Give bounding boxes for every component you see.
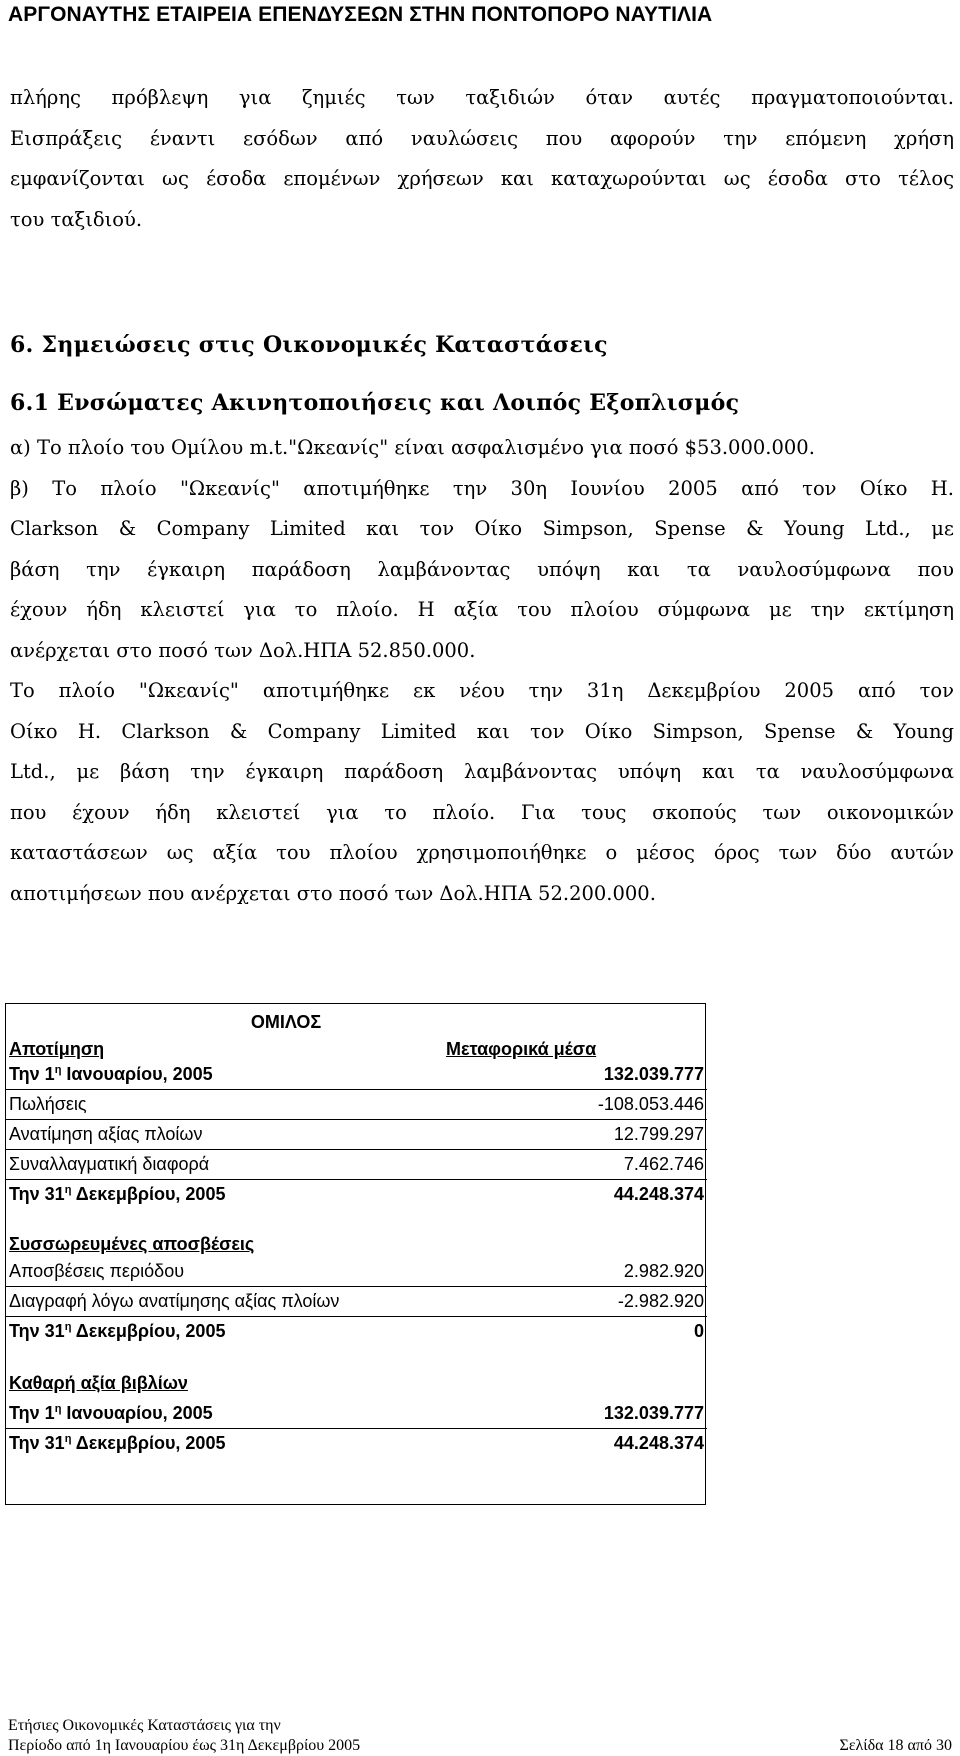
subsection-heading: 6.1 Ενσώματες Ακινητοποιήσεις και Λοιπός Εξοπλισμός <box>10 390 740 416</box>
table-row <box>6 1286 707 1317</box>
body-line: που έχουν ήδη κλειστεί για το πλοίο. Για τους σκοπούς των οικονομικών <box>10 800 954 824</box>
row-value: 44.248.374 <box>613 1184 704 1204</box>
table-row <box>6 1059 707 1090</box>
intro-line: πλήρης πρόβλεψη για ζημιές των ταξιδιών όταν αυτές πραγματοποιούνται. <box>10 86 954 109</box>
row-label: Την $31^\eta$ Δεκεμβρίου, 2005 <box>9 1184 226 1204</box>
body-paragraph <box>10 428 954 914</box>
body-line: βάση την έγκαιρη παράδοση λαμβάνοντας υπόψη και τα ναυλοσύμφωνα που <box>10 557 954 581</box>
row-label: Αποσβέσεις περιόδου <box>9 1261 185 1281</box>
table-row <box>6 1089 707 1120</box>
body-line: α) Το πλοίο του Ομίλου m.t."Ωκεανίς" είναι ασφαλισμένο για ποσό $53.000.000. <box>10 436 815 459</box>
row-label: Την $1^\eta$ Ιανουαρίου, 2005 <box>9 1403 213 1423</box>
intro-line: Εισπράξεις έναντι εσόδων από ναυλώσεις που αφορούν την επόμενη χρήση <box>10 126 954 150</box>
fixed-assets-table <box>5 1003 706 1505</box>
table-section-header <box>6 1229 707 1259</box>
row-label: Την $31^\eta$ Δεκεμβρίου, 2005 <box>9 1433 226 1453</box>
page-footer <box>8 1716 952 1756</box>
section-heading: 6. Σημειώσεις στις Οικονομικές Καταστάσεις <box>10 332 608 358</box>
row-value: 132.039.777 <box>603 1403 704 1423</box>
body-line: Ltd., με βάση την έγκαιρη παράδοση λαμβάνοντας υπόψη και τα ναυλοσύμφωνα <box>10 760 954 783</box>
row-value: 12.799.297 <box>613 1124 704 1144</box>
table-row <box>6 1398 707 1429</box>
body-line: Οίκο H. Clarkson & Company Limited και τον Οίκο Simpson, Spense & Young <box>10 719 954 743</box>
row-value: -2.982.920 <box>617 1291 704 1311</box>
row-label: Την $1^\eta$ Ιανουαρίου, 2005 <box>9 1064 213 1084</box>
table-group-title: ΟΜΙΛΟΣ <box>250 1012 322 1032</box>
table-row <box>6 1316 707 1346</box>
footer-period: Περίοδο από 1η Ιανουαρίου έως 31η Δεκεμβρίου 2005 <box>8 1737 361 1754</box>
row-label: Ανατίμηση αξίας πλοίων <box>9 1124 203 1144</box>
footer-title: Ετήσιες Οικονομικές Καταστάσεις για την <box>8 1717 281 1734</box>
body-line: β) Το πλοίο "Ωκεανίς" αποτιμήθηκε την 30η Ιουνίου 2005 από τον Οίκο H. <box>10 476 954 500</box>
row-value: 132.039.777 <box>603 1064 704 1084</box>
body-line: καταστάσεων ως αξία του πλοίου χρησιμοποιήθηκε ο μέσος όρος των δύο αυτών <box>10 841 954 864</box>
row-label: Διαγραφή λόγω ανατίμησης αξίας πλοίων <box>9 1291 340 1311</box>
row-value: -108.053.446 <box>597 1094 704 1114</box>
document-header: ΑΡΓΟΝΑΥΤΗΣ ΕΤΑΙΡΕΙΑ ΕΠΕΝΔΥΣΕΩΝ ΣΤΗΝ ΠΟΝΤΟΠΟΡΟ ΝΑΥΤΙΛΙΑ <box>8 3 713 26</box>
intro-paragraph <box>10 78 954 240</box>
net-book-value-header: Καθαρή αξία βιβλίων <box>9 1373 188 1393</box>
table-row <box>6 1179 707 1209</box>
column-header: Μεταφορικά μέσα <box>446 1039 597 1059</box>
row-label: Την $31^\eta$ Δεκεμβρίου, 2005 <box>9 1321 226 1341</box>
body-line: ανέρχεται στο ποσό των Δολ.ΗΠΑ 52.850.000. <box>10 638 476 662</box>
intro-line: εμφανίζονται ως έσοδα επομένων χρήσεων και καταχωρούνται ως έσοδα στο τέλος <box>10 167 954 190</box>
page-number: Σελίδα 18 από 30 <box>839 1737 952 1754</box>
depreciation-header: Συσσωρευμένες αποσβέσεις <box>9 1234 255 1254</box>
row-label: Συναλλαγματική διαφορά <box>9 1154 210 1174</box>
row-value: 7.462.746 <box>623 1154 704 1174</box>
table-section-header <box>6 1368 707 1398</box>
table-row <box>6 1119 707 1150</box>
table-row <box>6 1149 707 1180</box>
body-line: Το πλοίο "Ωκεανίς" αποτιμήθηκε εκ νέου την 31η Δεκεμβρίου 2005 από τον <box>10 679 954 702</box>
row-label: Πωλήσεις <box>9 1094 87 1114</box>
body-line: αποτιμήσεων που ανέρχεται στο ποσό των Δολ.ΗΠΑ 52.200.000. <box>10 881 656 905</box>
table-row <box>6 1428 707 1458</box>
body-line: έχουν ήδη κλειστεί για το πλοίο. Η αξία του πλοίου σύμφωνα με την εκτίμηση <box>10 598 954 621</box>
row-value: 2.982.920 <box>623 1261 704 1281</box>
row-value: 0 <box>693 1321 704 1341</box>
table-row <box>6 1256 707 1287</box>
intro-line: του ταξιδιού. <box>10 207 143 231</box>
row-value: 44.248.374 <box>613 1433 704 1453</box>
valuation-header: Αποτίμηση <box>9 1039 105 1059</box>
body-line: Clarkson & Company Limited και τον Οίκο Simpson, Spense & Young Ltd., με <box>10 517 954 540</box>
